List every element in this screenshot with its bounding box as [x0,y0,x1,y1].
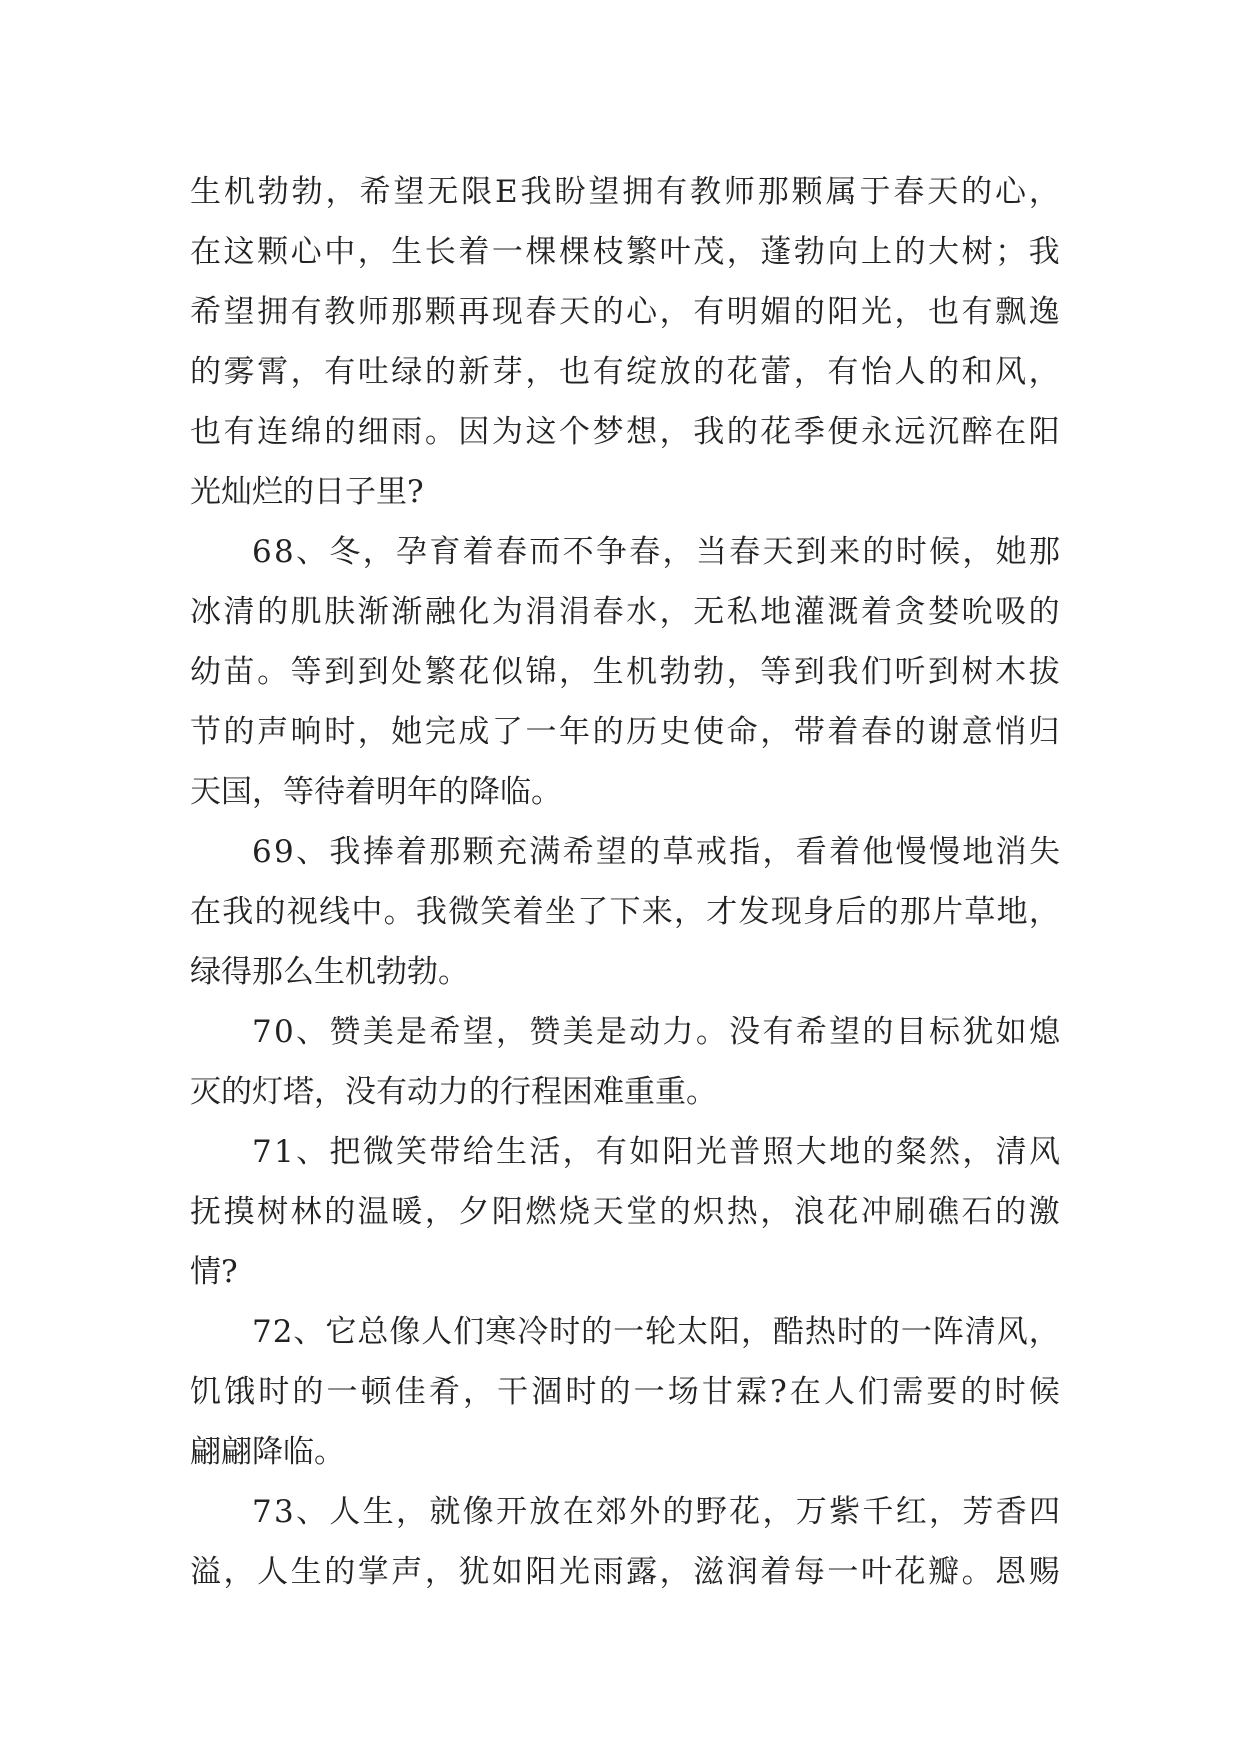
text-line: 6 9 、 我 捧 着 那 颗 充 满 希 望 的 草 戒 指 ， 看 着 他 慢 慢 地 消 失 [252,834,1060,870]
body-text [190,162,1060,1602]
text-line: 也 有 连 绵 的 细 雨 。 因 为 这 个 梦 想 ， 我 的 花 季 便 永 远 沉 醉 在 阳 [190,414,1060,450]
text-line: 7 2 、 它 总 像 人 们 寒 冷 时 的 一 轮 太 阳 ， 酷 热 时 的 一 阵 清 风 ， [252,1314,1060,1350]
text-line: 冰 清 的 肌 肤 渐 渐 融 化 为 涓 涓 春 水 ， 无 私 地 灌 溉 着 贪 婪 吮 吸 的 [190,594,1060,630]
text-line: 天国，等待着明年的降临。 [190,774,562,810]
text-line: 节 的 声 晌 时 ， 她 完 成 了 一 年 的 历 史 使 命 ， 带 着 春 的 谢 意 悄 归 [190,714,1060,750]
text-line: 饥 饿 时 的 一 顿 佳 肴 ， 干 涸 时 的 一 场 甘 霖 ? 在 人 们 需 要 的 时 候 [190,1374,1060,1410]
text-line: 在 这 颗 心 中 ， 生 长 着 一 棵 棵 枝 繁 叶 茂 ， 蓬 勃 向 上 的 大 树 ； 我 [190,234,1060,270]
text-line: 绿得那么生机勃勃。 [190,954,469,990]
text-line: 抚 摸 树 林 的 温 暖 ， 夕 阳 燃 烧 天 堂 的 炽 热 ， 浪 花 冲 刷 礁 石 的 激 [190,1194,1060,1230]
text-line: 溢 ， 人 生 的 掌 声 ， 犹 如 阳 光 雨 露 ， 滋 润 着 每 一 叶 花 瓣 。 恩 赐 [190,1554,1060,1590]
text-line: 的 雾 霄 ， 有 吐 绿 的 新 芽 ， 也 有 绽 放 的 花 蕾 ， 有 怡 人 的 和 风 ， [190,354,1060,390]
text-line: 7 0 、 赞 美 是 希 望 ， 赞 美 是 动 力 。 没 有 希 望 的 目 标 犹 如 熄 [252,1014,1060,1050]
text-line: 光灿烂的日子里? [190,474,424,510]
text-line: 希 望 拥 有 教 师 那 颗 再 现 春 天 的 心 ， 有 明 媚 的 阳 光 ， 也 有 飘 逸 [190,294,1060,330]
text-line: 灭的灯塔，没有动力的行程困难重重。 [190,1074,717,1110]
text-line: 6 8 、 冬 ， 孕 育 着 春 而 不 争 春 ， 当 春 天 到 来 的 时 候 ， 她 那 [252,534,1060,570]
text-line: 翩翩降临。 [190,1434,345,1470]
text-line: 7 1 、 把 微 笑 带 给 生 活 ， 有 如 阳 光 普 照 大 地 的 粲 然 ， 清 风 [252,1134,1060,1170]
text-line: 幼 苗 。 等 到 到 处 繁 花 似 锦 ， 生 机 勃 勃 ， 等 到 我 们 听 到 树 木 拔 [190,654,1060,690]
text-line: 生 机 勃 勃 ， 希 望 无 限 E 我 盼 望 拥 有 教 师 那 颗 属 于 春 天 的 心 ， [190,174,1060,210]
text-line: 情? [190,1254,238,1290]
text-line: 7 3 、 人 生 ， 就 像 开 放 在 郊 外 的 野 花 ， 万 紫 千 红 ， 芳 香 四 [252,1494,1060,1530]
text-line: 在 我 的 视 线 中 。 我 微 笑 着 坐 了 下 来 ， 才 发 现 身 后 的 那 片 草 地 ， [190,894,1060,930]
